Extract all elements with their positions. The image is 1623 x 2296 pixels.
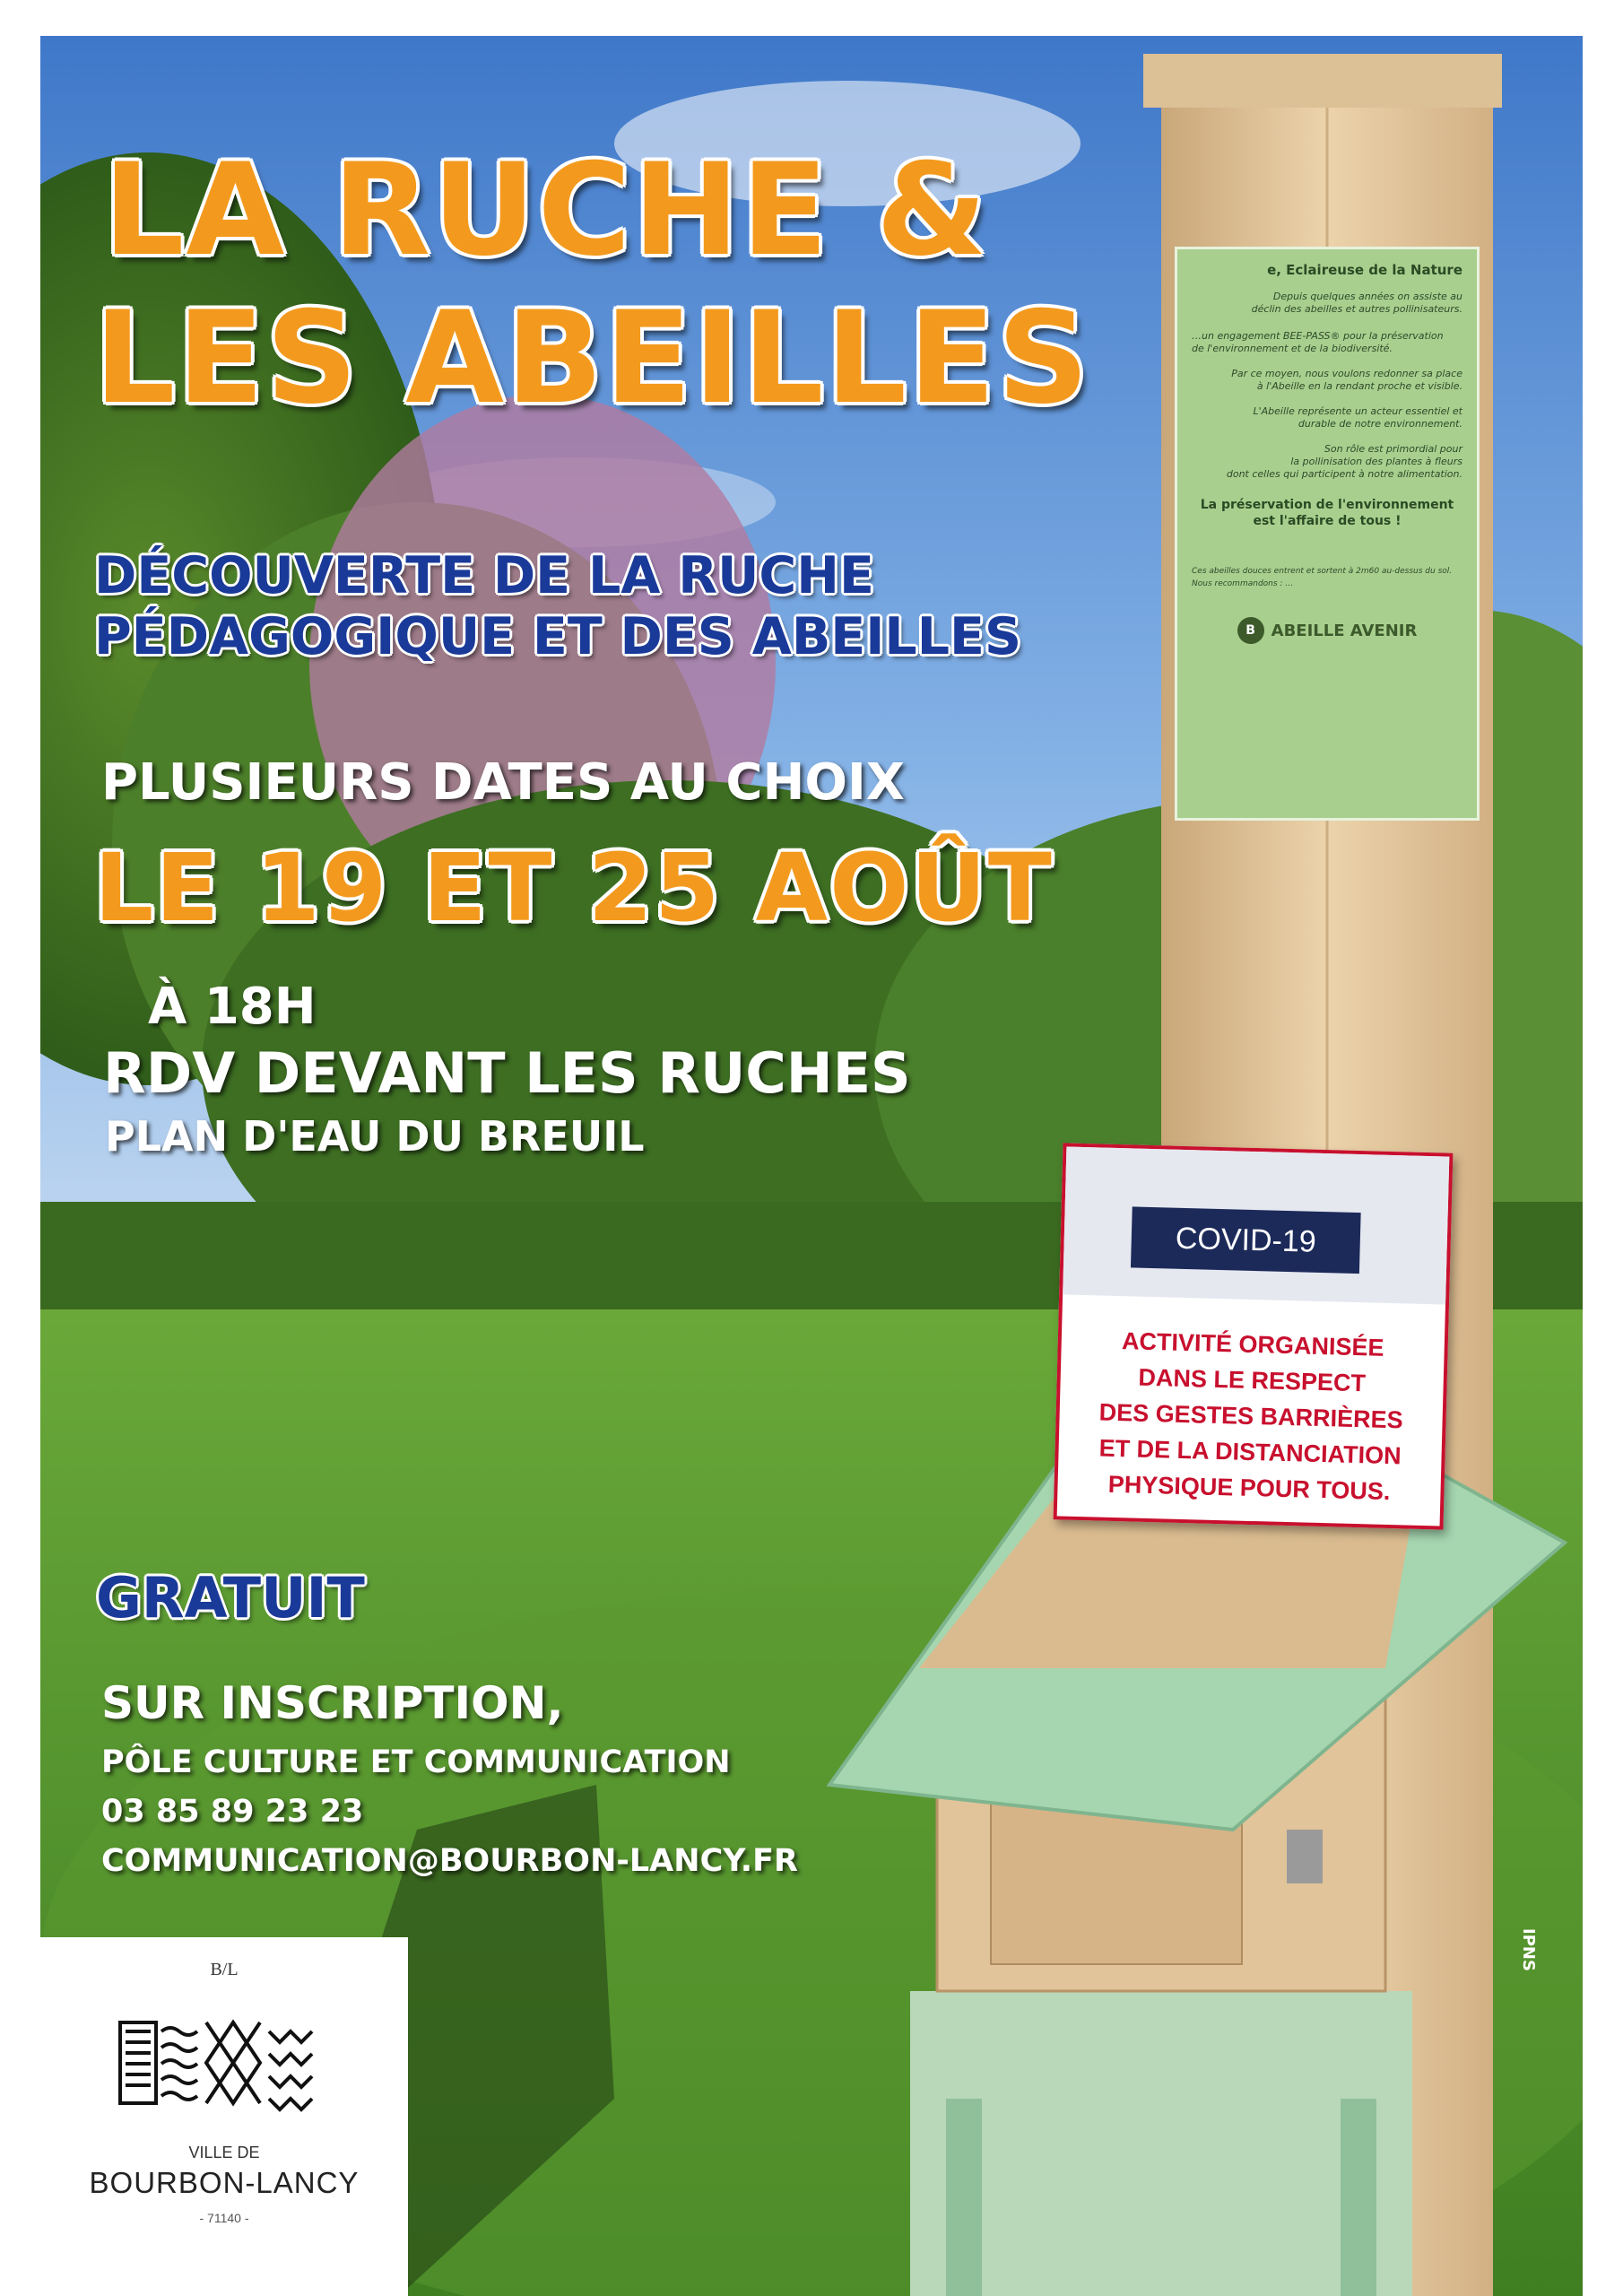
sign-header: e, Eclaireuse de la Nature bbox=[1267, 262, 1462, 278]
sign-brand: B ABEILLE AVENIR bbox=[1192, 617, 1462, 644]
meeting-point: RDV DEVANT LES RUCHES bbox=[103, 1040, 911, 1106]
covid-notice bbox=[1054, 1143, 1454, 1529]
phone-number: 03 85 89 23 23 bbox=[101, 1794, 364, 1830]
sign-footer: La préservation de l'environnement est l'affaire de tous ! bbox=[1200, 498, 1454, 528]
title-line-1: LA RUCHE & bbox=[103, 136, 989, 284]
town-logo-block bbox=[40, 1937, 408, 2296]
event-location: PLAN D'EAU DU BREUIL bbox=[105, 1112, 645, 1161]
info-sign: e, Eclaireuse de la Nature Depuis quelques années on assiste au déclin des abeilles et autres pollinisateurs. …un engagement BEE-PASS® pour la préservation de l'environnement et de la biodiversité. Par ce moyen, nous voulons redonner sa place à l'Abeille en la rendant proche et visible. L'Abeille représente un acteur essentiel et durable de notre environnement. Son rôle est primordial pour la pollinisation des plantes à fleurs dont celles qui participent à notre alimentation. La préservation de l'environnement est l'affaire de tous ! Ces abeilles douces entrent et sortent à 2m60 au-dessus du sol. Nous recommandons : … B ABEILLE AVENIR bbox=[1175, 247, 1480, 821]
event-time: À 18H bbox=[148, 978, 317, 1036]
covid-line-1: ACTIVITÉ ORGANISÉE bbox=[1121, 1327, 1384, 1361]
organizer-label: PÔLE CULTURE ET COMMUNICATION bbox=[101, 1744, 731, 1780]
registration-label: SUR INSCRIPTION, bbox=[101, 1677, 564, 1729]
poster bbox=[40, 36, 1583, 2296]
logo-town-name: BOURBON-LANCY bbox=[89, 2166, 360, 2199]
covid-line-4: ET DE LA DISTANCIATION bbox=[1098, 1434, 1402, 1470]
dates-intro: PLUSIEURS DATES AU CHOIX bbox=[101, 753, 905, 812]
hive-stand bbox=[910, 1991, 1412, 2296]
logo-ville-de: VILLE DE bbox=[188, 2144, 260, 2161]
subtitle-line-1: DÉCOUVERTE DE LA RUCHE bbox=[94, 546, 874, 605]
logo-monogram: B/L bbox=[210, 1960, 239, 1979]
bee-logo-icon: B bbox=[1237, 617, 1264, 644]
ipns-credit: IPNS bbox=[1519, 1928, 1538, 1971]
email-address: COMMUNICATION@BOURBON-LANCY.FR bbox=[101, 1843, 798, 1879]
covid-badge: COVID-19 bbox=[1131, 1206, 1361, 1274]
covid-line-3: DES GESTES BARRIÈRES bbox=[1098, 1398, 1404, 1434]
covid-line-5: PHYSIQUE POUR TOUS. bbox=[1107, 1470, 1391, 1506]
covid-line-2: DANS LE RESPECT bbox=[1138, 1363, 1367, 1397]
town-emblem-icon bbox=[117, 2013, 323, 2112]
subtitle-line-2: PÉDAGOGIQUE ET DES ABEILLES bbox=[94, 607, 1022, 666]
price-label: GRATUIT bbox=[96, 1565, 365, 1631]
title-line-2: LES ABEILLES bbox=[94, 284, 1091, 432]
event-dates: LE 19 ET 25 AOÛT bbox=[94, 833, 1054, 943]
logo-postcode: - 71140 - bbox=[199, 2211, 249, 2225]
